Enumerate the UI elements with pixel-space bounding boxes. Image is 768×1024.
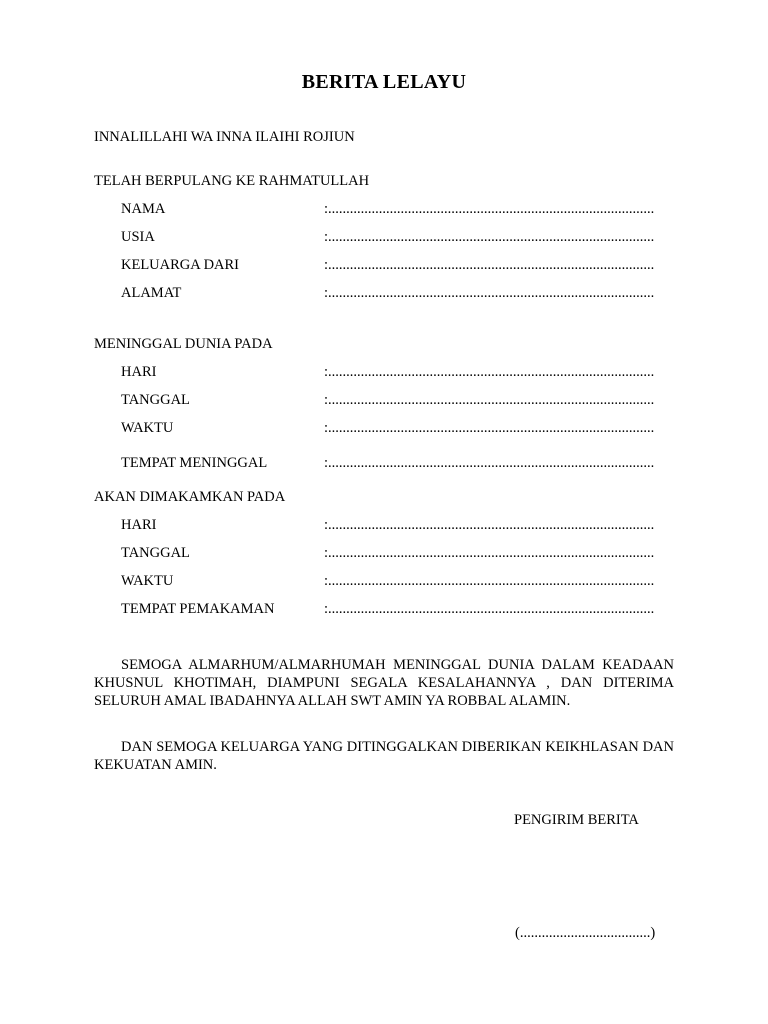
field-value-hari-meninggal: :.......................................................................................... (324, 364, 655, 380)
field-value-hari-makam: :.......................................................................................... (324, 517, 655, 533)
field-value-usia: :.......................................................................................... (324, 229, 655, 245)
field-value-alamat: :.......................................................................................... (324, 285, 655, 301)
field-label-waktu-makam: WAKTU (121, 573, 174, 589)
document-title: BERITA LELAYU (301, 71, 467, 93)
field-value-keluarga: :.......................................................................................... (324, 257, 655, 273)
field-value-waktu-makam: :.......................................................................................... (324, 573, 655, 589)
field-value-waktu-meninggal: :.......................................................................................... (324, 420, 655, 436)
sender-label: PENGIRIM BERITA (514, 812, 639, 828)
field-value-tempat-pemakaman: :.......................................................................................... (324, 601, 655, 617)
field-label-keluarga: KELUARGA DARI (121, 257, 240, 273)
field-label-usia: USIA (121, 229, 155, 245)
field-label-alamat: ALAMAT (121, 285, 182, 301)
field-value-tanggal-makam: :.......................................................................................... (324, 545, 655, 561)
field-value-tempat-meninggal: :.......................................................................................... (324, 455, 655, 471)
field-label-tempat-meninggal: TEMPAT MENINGGAL (121, 455, 268, 471)
prayer-paragraph: SEMOGA ALMARHUM/ALMARHUMAH MENINGGAL DUNIA DALAM KEADAAN KHUSNUL KHOTIMAH, DIAMPUNI SEGALA KESALAHANNYA , DAN DITERIMA SELURUH AMAL IBADAHNYA ALLAH SWT AMIN YA ROBBAL ALAMIN. (94, 657, 674, 709)
field-label-hari-meninggal: HARI (121, 364, 157, 380)
field-label-waktu-meninggal: WAKTU (121, 420, 174, 436)
field-value-tanggal-meninggal: :.......................................................................................... (324, 392, 655, 408)
wish-paragraph: DAN SEMOGA KELUARGA YANG DITINGGALKAN DIBERIKAN KEIKHLASAN DAN KEKUATAN AMIN. (94, 739, 674, 773)
burial-heading: AKAN DIMAKAMKAN PADA (94, 489, 286, 505)
opening-line: INNALILLAHI WA INNA ILAIHI ROJIUN (94, 129, 355, 145)
deceased-heading: TELAH BERPULANG KE RAHMATULLAH (94, 173, 370, 189)
field-label-tanggal-makam: TANGGAL (121, 545, 190, 561)
field-label-tempat-pemakaman: TEMPAT PEMAKAMAN (121, 601, 275, 617)
sender-signature-line: (....................................) (515, 925, 656, 941)
death-heading: MENINGGAL DUNIA PADA (94, 336, 273, 352)
field-label-hari-makam: HARI (121, 517, 157, 533)
field-value-nama: :.......................................................................................... (324, 201, 655, 217)
field-label-nama: NAMA (121, 201, 166, 217)
field-label-tanggal-meninggal: TANGGAL (121, 392, 190, 408)
